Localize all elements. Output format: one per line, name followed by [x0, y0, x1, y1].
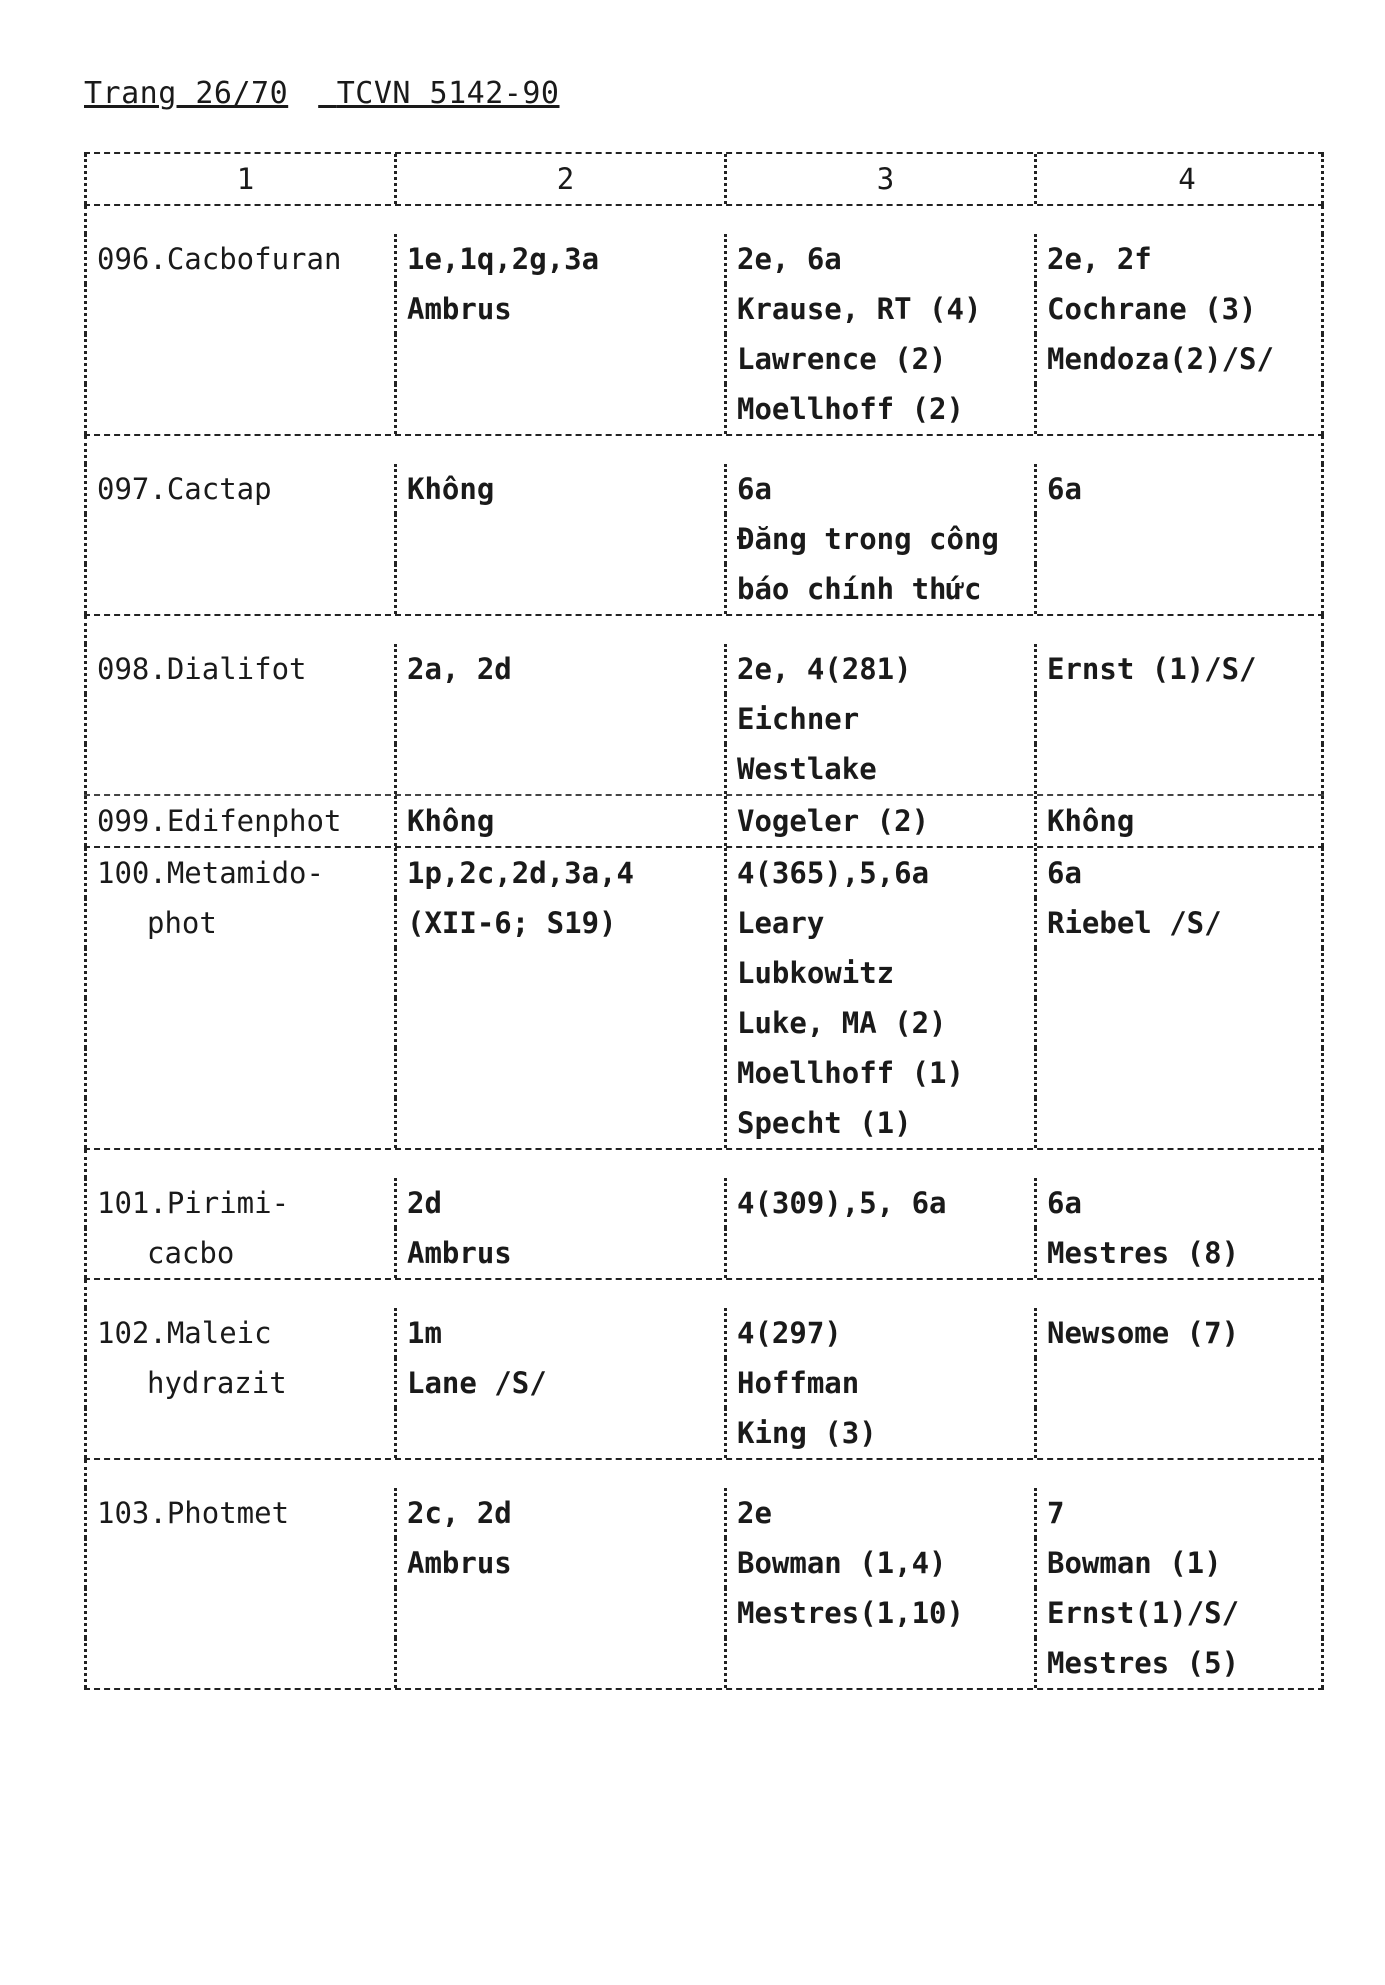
- table-cell: Ambrus: [397, 1538, 727, 1588]
- table-cell: báo chính thức: [727, 564, 1037, 614]
- page-header: [84, 76, 560, 111]
- row-spacer: [84, 206, 1324, 234]
- table-cell: [87, 384, 397, 434]
- table-cell: [87, 1098, 397, 1148]
- table-cell: (XII-6; S19): [397, 898, 727, 948]
- page-number: Trang 26/70: [84, 76, 289, 111]
- table-line: [84, 796, 1324, 846]
- table-cell: 6a: [1047, 856, 1082, 890]
- table-cell: [1037, 1098, 1327, 1148]
- table-cell: Mestres(1,10): [727, 1588, 1037, 1638]
- table-cell: cacbo: [87, 1228, 397, 1278]
- table-line: [84, 694, 1324, 744]
- table-cell: Ernst(1)/S/: [1047, 1596, 1240, 1630]
- table-cell: 097.Cactap: [87, 464, 397, 514]
- table-cell: [727, 1228, 1037, 1278]
- table-cell: [1037, 694, 1327, 744]
- table-line: [84, 514, 1324, 564]
- table-cell: [397, 1048, 727, 1098]
- table-row: [84, 796, 1324, 848]
- column-header: 4: [1178, 162, 1196, 196]
- table-cell: Đăng trong công: [727, 514, 1037, 564]
- table-line: [84, 1048, 1324, 1098]
- table-cell: [397, 998, 727, 1048]
- table-line: [84, 334, 1324, 384]
- table-cell: Luke, MA (2): [727, 998, 1037, 1048]
- table-line: [84, 1588, 1324, 1638]
- column-header: 3: [727, 154, 1037, 204]
- table-cell: [87, 694, 397, 744]
- table-line: [84, 564, 1324, 614]
- table-cell: 096.Cacbofuran: [87, 234, 397, 284]
- table-cell: [1037, 1358, 1327, 1408]
- table-cell: [1037, 744, 1327, 794]
- table-cell: Newsome (7): [1047, 1316, 1240, 1350]
- table-cell: [1037, 1048, 1327, 1098]
- table-line: [84, 644, 1324, 694]
- table-cell: [1037, 948, 1327, 998]
- data-table: [84, 152, 1324, 1690]
- row-spacer: [84, 616, 1324, 644]
- table-line: [84, 1638, 1324, 1688]
- table-cell: [87, 1408, 397, 1458]
- table-cell: [87, 564, 397, 614]
- table-cell: phot: [87, 898, 397, 948]
- table-line: [84, 948, 1324, 998]
- table-cell: 2e, 4(281): [727, 644, 1037, 694]
- table-cell: [397, 334, 727, 384]
- table-cell: 2e, 6a: [727, 234, 1037, 284]
- table-cell: [1037, 1408, 1327, 1458]
- table-cell: Không: [397, 796, 727, 846]
- table-cell: 6a: [1047, 472, 1082, 506]
- table-cell: King (3): [727, 1408, 1037, 1458]
- table-line: [84, 1488, 1324, 1538]
- row-spacer: [84, 1460, 1324, 1488]
- table-line: [84, 1358, 1324, 1408]
- table-cell: [727, 1638, 1037, 1688]
- table-line: [84, 384, 1324, 434]
- table-cell: 103.Photmet: [87, 1488, 397, 1538]
- table-cell: 2e: [727, 1488, 1037, 1538]
- table-cell: [397, 384, 727, 434]
- table-cell: 099.Edifenphot: [87, 796, 397, 846]
- table-cell: [1037, 998, 1327, 1048]
- table-cell: 4(365),5,6a: [727, 848, 1037, 898]
- table-row: [84, 206, 1324, 436]
- table-cell: 2d: [397, 1178, 727, 1228]
- table-line: [84, 1408, 1324, 1458]
- table-cell: Ambrus: [397, 1228, 727, 1278]
- row-spacer: [84, 1280, 1324, 1308]
- table-cell: Mestres (8): [1047, 1236, 1240, 1270]
- table-line: [84, 848, 1324, 898]
- table-cell: 2a, 2d: [397, 644, 727, 694]
- table-cell: [87, 1048, 397, 1098]
- table-cell: [87, 1538, 397, 1588]
- table-cell: [397, 694, 727, 744]
- table-cell: 4(309),5, 6a: [727, 1178, 1037, 1228]
- table-cell: 6a: [1047, 1186, 1082, 1220]
- table-cell: 7: [1047, 1496, 1065, 1530]
- column-header: 1: [87, 154, 397, 204]
- table-cell: Krause, RT (4): [727, 284, 1037, 334]
- table-cell: [87, 1588, 397, 1638]
- table-cell: 101.Pirimi-: [87, 1178, 397, 1228]
- table-cell: Mendoza(2)/S/: [1047, 342, 1274, 376]
- table-cell: Cochrane (3): [1047, 292, 1257, 326]
- table-cell: [1037, 514, 1327, 564]
- table-cell: 1p,2c,2d,3a,4: [397, 848, 727, 898]
- table-cell: [87, 514, 397, 564]
- table-cell: [397, 1098, 727, 1148]
- table-cell: Eichner: [727, 694, 1037, 744]
- table-line: [84, 464, 1324, 514]
- table-line: [84, 744, 1324, 794]
- table-row: [84, 1460, 1324, 1690]
- table-line: [84, 998, 1324, 1048]
- table-cell: [397, 564, 727, 614]
- table-cell: Lubkowitz: [727, 948, 1037, 998]
- table-body: [84, 206, 1324, 1690]
- table-cell: Không: [1047, 804, 1135, 838]
- row-spacer: [84, 436, 1324, 464]
- table-cell: [87, 744, 397, 794]
- table-cell: Moellhoff (1): [727, 1048, 1037, 1098]
- table-cell: Moellhoff (2): [727, 384, 1037, 434]
- table-cell: Specht (1): [727, 1098, 1037, 1148]
- table-cell: Bowman (1,4): [727, 1538, 1037, 1588]
- table-cell: Lane /S/: [397, 1358, 727, 1408]
- table-cell: Mestres (5): [1047, 1646, 1240, 1680]
- table-cell: [1037, 384, 1327, 434]
- table-line: [84, 284, 1324, 334]
- table-row: [84, 1150, 1324, 1280]
- table-line: [84, 234, 1324, 284]
- table-cell: [87, 284, 397, 334]
- table-cell: Bowman (1): [1047, 1546, 1222, 1580]
- table-cell: [87, 1638, 397, 1688]
- table-cell: [397, 514, 727, 564]
- table-cell: [1037, 564, 1327, 614]
- table-cell: [87, 334, 397, 384]
- table-line: [84, 1308, 1324, 1358]
- table-cell: 098.Dialifot: [87, 644, 397, 694]
- table-cell: 1m: [397, 1308, 727, 1358]
- table-cell: Vogeler (2): [727, 796, 1037, 846]
- table-cell: Ernst (1)/S/: [1047, 652, 1257, 686]
- table-cell: Riebel /S/: [1047, 906, 1222, 940]
- column-header-row: [84, 154, 1324, 206]
- table-cell: 6a: [727, 464, 1037, 514]
- table-row: [84, 1280, 1324, 1460]
- table-line: [84, 898, 1324, 948]
- table-cell: [397, 1408, 727, 1458]
- table-cell: [397, 744, 727, 794]
- table-row: [84, 436, 1324, 616]
- table-cell: 1e,1q,2g,3a: [397, 234, 727, 284]
- table-line: [84, 1538, 1324, 1588]
- table-cell: 2e, 2f: [1047, 242, 1152, 276]
- table-cell: Không: [397, 464, 727, 514]
- table-cell: 2c, 2d: [397, 1488, 727, 1538]
- table-cell: 102.Maleic: [87, 1308, 397, 1358]
- table-line: [84, 1228, 1324, 1278]
- table-cell: Lawrence (2): [727, 334, 1037, 384]
- table-cell: [397, 1638, 727, 1688]
- table-cell: Hoffman: [727, 1358, 1037, 1408]
- table-row: [84, 848, 1324, 1150]
- table-cell: [397, 948, 727, 998]
- table-cell: [397, 1588, 727, 1638]
- standard-code: TCVN 5142-90: [336, 76, 560, 111]
- row-spacer: [84, 1150, 1324, 1178]
- table-cell: 4(297): [727, 1308, 1037, 1358]
- column-header: 2: [397, 154, 727, 204]
- table-cell: [87, 948, 397, 998]
- table-cell: Ambrus: [397, 284, 727, 334]
- table-row: [84, 616, 1324, 796]
- table-cell: hydrazit: [87, 1358, 397, 1408]
- table-line: [84, 1098, 1324, 1148]
- table-cell: Westlake: [727, 744, 1037, 794]
- table-cell: 100.Metamido-: [87, 848, 397, 898]
- table-line: [84, 1178, 1324, 1228]
- table-cell: Leary: [727, 898, 1037, 948]
- table-cell: [87, 998, 397, 1048]
